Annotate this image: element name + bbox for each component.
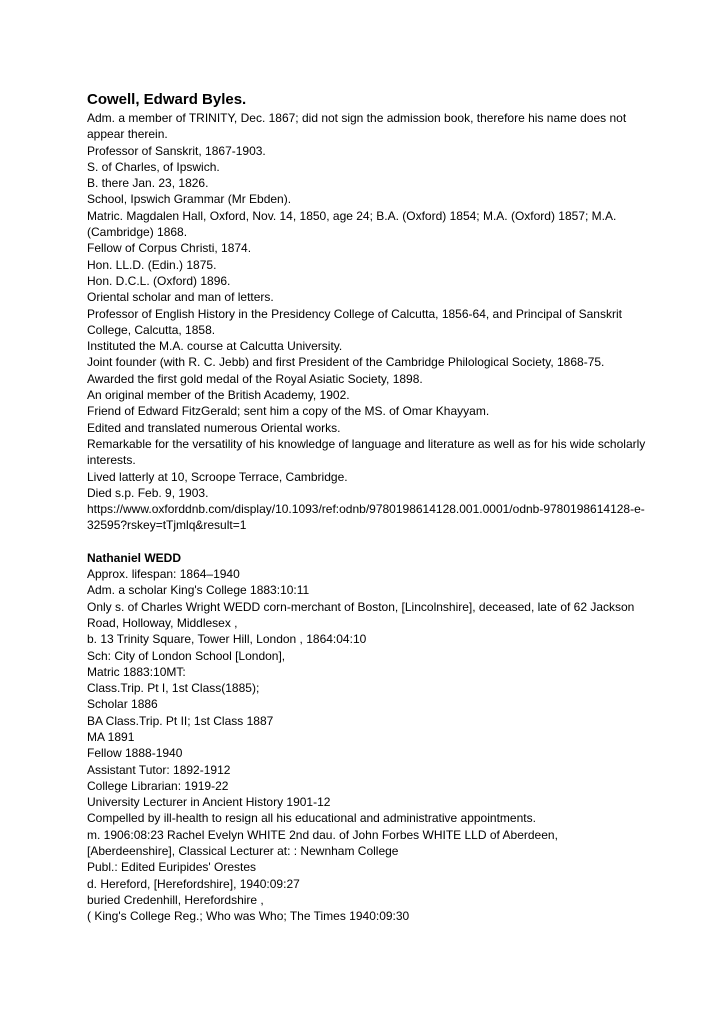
entry-line: Edited and translated numerous Oriental works. bbox=[87, 420, 341, 435]
entry-line: Matric 1883:10MT: bbox=[87, 664, 186, 679]
entry-line: Oriental scholar and man of letters. bbox=[87, 290, 274, 305]
entry-line: Professor of Sanskrit, 1867-1903. bbox=[87, 143, 266, 158]
entry-line: College Librarian: 1919-22 bbox=[87, 778, 229, 793]
entry-line: Joint founder (with R. C. Jebb) and first President of the Cambridge Philological Society, 1868-75. bbox=[87, 355, 605, 370]
entry-line: Sch: City of London School [London], bbox=[87, 648, 286, 663]
entry-line: Instituted the M.A. course at Calcutta University. bbox=[87, 339, 343, 354]
entry-wedd bbox=[87, 566, 647, 925]
entry-cowell bbox=[87, 110, 647, 534]
entry-line: Publ.: Edited Euripides' Orestes bbox=[87, 860, 257, 875]
entry-line: School, Ipswich Grammar (Mr Ebden). bbox=[87, 192, 292, 207]
entry-line: Friend of Edward FitzGerald; sent him a copy of the MS. of Omar Khayyam. bbox=[87, 404, 490, 419]
entry-line: Adm. a scholar King's College 1883:10:11 bbox=[87, 583, 310, 598]
entry-line: Approx. lifespan: 1864–1940 bbox=[87, 567, 240, 582]
entry-line: Assistant Tutor: 1892-1912 bbox=[87, 762, 231, 777]
entry-line: Professor of English History in the Presidency College of Calcutta, 1856-64, and Principal of Sanskrit College, Calcutta, 1858. bbox=[87, 306, 626, 337]
entry-line: Class.Trip. Pt I, 1st Class(1885); bbox=[87, 681, 260, 696]
entry-line: Lived latterly at 10, Scroope Terrace, Cambridge. bbox=[87, 469, 348, 484]
entry-line: An original member of the British Academy, 1902. bbox=[87, 388, 350, 403]
entry-line: Fellow of Corpus Christi, 1874. bbox=[87, 241, 252, 256]
entry-line: BA Class.Trip. Pt II; 1st Class 1887 bbox=[87, 713, 274, 728]
entry-line: d. Hereford, [Herefordshire], 1940:09:27 bbox=[87, 876, 300, 891]
entry-line: Only s. of Charles Wright WEDD corn-merchant of Boston, [Lincolnshire], deceased, late of 62 Jackson Road, Holloway, Middlesex , bbox=[87, 599, 638, 630]
entry-line: Remarkable for the versatility of his knowledge of language and literature as well as for his wide scholarly interests. bbox=[87, 436, 649, 468]
entry-line: S. of Charles, of Ipswich. bbox=[87, 159, 220, 174]
entry-line: B. there Jan. 23, 1826. bbox=[87, 176, 209, 191]
entry-line: Matric. Magdalen Hall, Oxford, Nov. 14, 1850, age 24; B.A. (Oxford) 1854; M.A. (Oxford) 1857; M.A. (Cambridge) 1868. bbox=[87, 208, 620, 240]
entry-line: buried Credenhill, Herefordshire , bbox=[87, 892, 264, 907]
entry-line: University Lecturer in Ancient History 1901-12 bbox=[87, 795, 331, 810]
entry-line: b. 13 Trinity Square, Tower Hill, London , 1864:04:10 bbox=[87, 632, 367, 647]
entry-title-cowell: Cowell, Edward Byles. bbox=[87, 91, 247, 108]
entry-line: Compelled by ill-health to resign all his educational and administrative appointments. bbox=[87, 811, 536, 826]
entry-line: Hon. D.C.L. (Oxford) 1896. bbox=[87, 273, 231, 288]
entry-line: ( King's College Reg.; Who was Who; The Times 1940:09:30 bbox=[87, 909, 410, 924]
entry-line: Awarded the first gold medal of the Royal Asiatic Society, 1898. bbox=[87, 371, 423, 386]
oxforddnb-url: https://www.oxforddnb.com/display/10.1093/ref:odnb/9780198614128.001.0001/odnb-9780198614128-e-32595?rskey=tTjmlq&result=1 bbox=[87, 502, 645, 533]
entry-line: MA 1891 bbox=[87, 729, 135, 744]
entry-line: Scholar 1886 bbox=[87, 697, 158, 712]
entry-line: m. 1906:08:23 Rachel Evelyn WHITE 2nd dau. of John Forbes WHITE LLD of Aberdeen, [Aberdeenshire], Classical Lecturer at: : Newnham College bbox=[87, 827, 562, 859]
entry-title-wedd: Nathaniel WEDD bbox=[87, 550, 182, 565]
entry-line: Died s.p. Feb. 9, 1903. bbox=[87, 485, 209, 500]
entry-line: Adm. a member of TRINITY, Dec. 1867; did not sign the admission book, therefore his name does not appear therein. bbox=[87, 111, 630, 142]
entry-line: Hon. LL.D. (Edin.) 1875. bbox=[87, 257, 217, 272]
document-content bbox=[87, 90, 647, 925]
entry-line: Fellow 1888-1940 bbox=[87, 746, 183, 761]
